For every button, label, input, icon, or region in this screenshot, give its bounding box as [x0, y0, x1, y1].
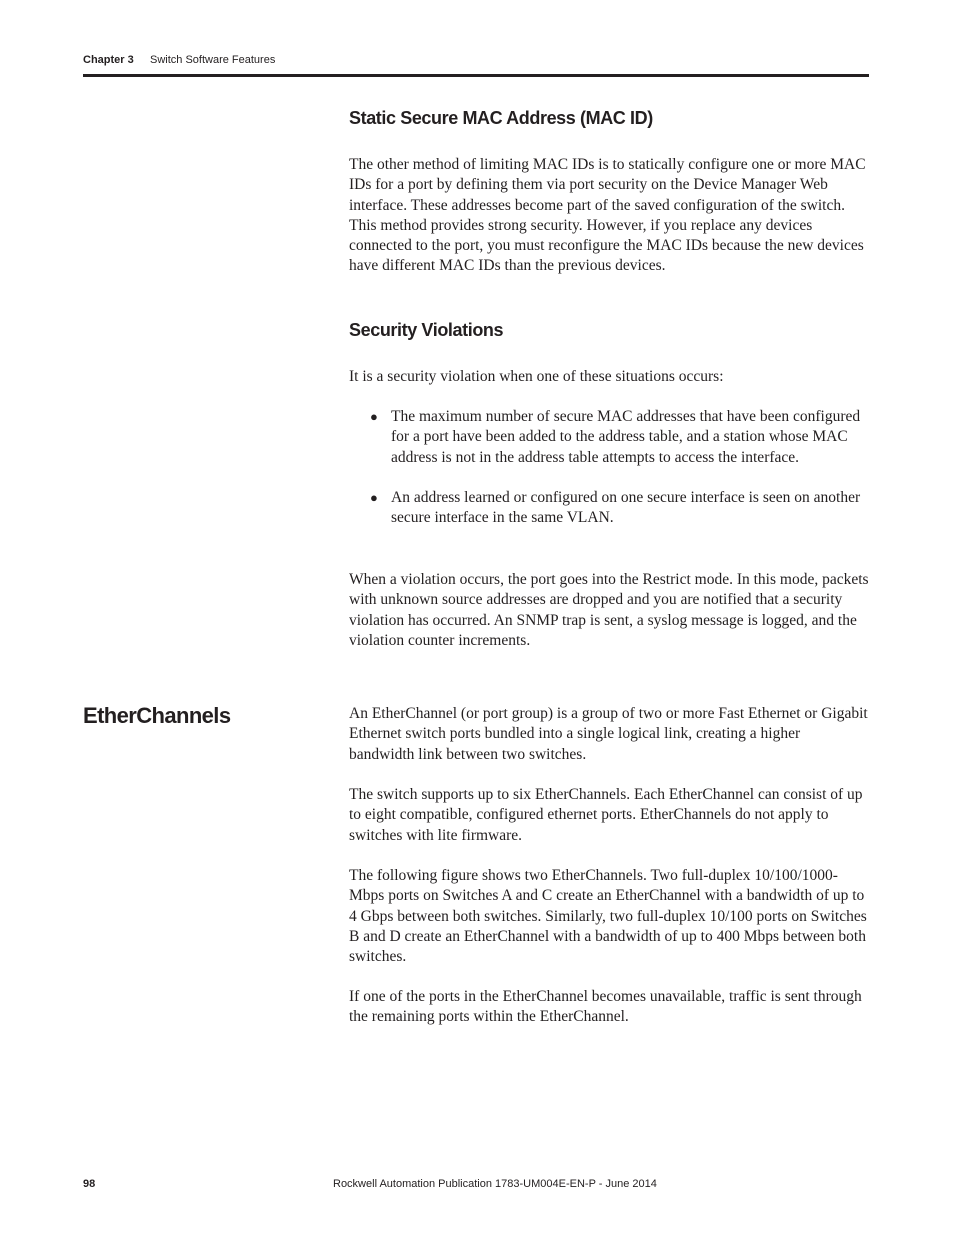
etherchannels-p2: The switch supports up to six EtherChannels. Each EtherChannel can consist of up to eight compatible, configured ethernet ports. EtherChannels do not apply to switches with lite firmware. [349, 786, 863, 844]
static-secure-heading: Static Secure MAC Address (MAC ID) [349, 108, 653, 128]
footer-page-number: 98 [83, 1178, 96, 1190]
etherchannels-p1: An EtherChannel (or port group) is a group of two or more Fast Ethernet or Gigabit Ethernet switch ports bundled into a single logical link, creating a higher bandwidth link between two switches. [349, 705, 868, 763]
list-item-text: The maximum number of secure MAC addresses that have been configured for a port have been added to the address table, and a station whose MAC address is not in the address table attempts to access the interface. [391, 408, 861, 466]
bullet-icon: ● [370, 409, 378, 424]
list-item-text: An address learned or configured on one secure interface is seen on another secure interface in the same VLAN. [391, 489, 861, 527]
header-rule [83, 74, 869, 77]
etherchannels-p3: The following figure shows two EtherChannels. Two full-duplex 10/100/1000-Mbps ports on Switches A and C create an EtherChannel with a bandwidth of up to 4 Gbps between both switches. Similarly, two full-duplex 10/100 ports on Switches B and D create an EtherChannel with a bandwidth of up to 400 Mbps between both switches. [349, 867, 867, 966]
etherchannels-heading: EtherChannels [83, 703, 231, 728]
header-chapter: Chapter 3 [83, 54, 134, 66]
security-violations-intro: It is a security violation when one of these situations occurs: [349, 368, 724, 385]
static-secure-body: The other method of limiting MAC IDs is to statically configure one or more MAC IDs for a port by defining them via port security on the Device Manager Web interface. These addresses become part of the saved configuration of the switch. This method provides strong security. However, if you replace any devices connected to the port, you must reconfigure the MAC IDs because the new devices have different MAC IDs than the previous devices. [349, 156, 866, 275]
header-title: Switch Software Features [150, 54, 276, 66]
security-violations-closing: When a violation occurs, the port goes into the Restrict mode. In this mode, packets with unknown source addresses are dropped and you are notified that a security violation has occurred. An SNMP trap is sent, a syslog message is logged, and the violation counter increments. [349, 571, 869, 649]
bullet-icon: ● [370, 490, 378, 506]
security-violations-heading: Security Violations [349, 320, 504, 340]
list-item [349, 488, 869, 529]
list-item [349, 407, 869, 468]
etherchannels-p4: If one of the ports in the EtherChannel becomes unavailable, traffic is sent through the remaining ports within the EtherChannel. [349, 988, 862, 1026]
security-violations-list [349, 407, 869, 529]
footer-publication: Rockwell Automation Publication 1783-UM004E-EN-P - June 2014 [333, 1178, 657, 1190]
